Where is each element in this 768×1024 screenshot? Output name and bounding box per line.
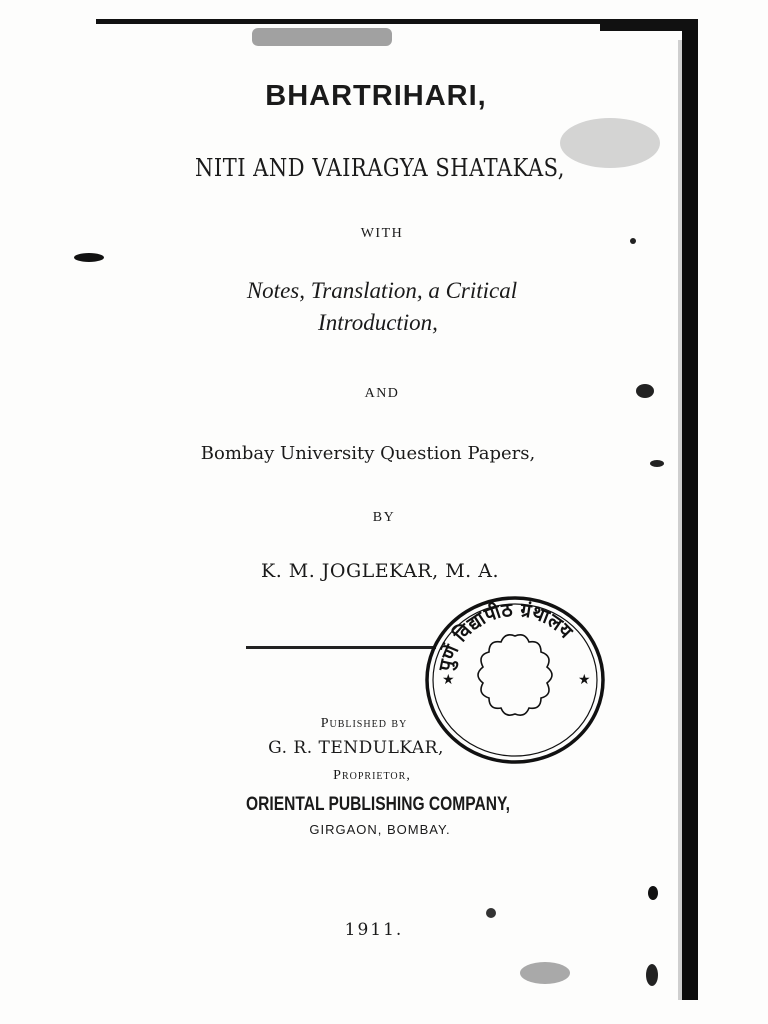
author-name: K. M. JOGLEKAR, M. A. — [261, 560, 499, 582]
book-subtitle: NITI AND VAIRAGYA SHATAKAS, — [195, 154, 565, 182]
published-by-label: Published by — [320, 716, 408, 731]
with-label: WITH — [360, 226, 404, 241]
ink-smudge — [252, 28, 392, 46]
contents-line-2: Introduction, — [318, 310, 438, 335]
decorative-rule — [246, 646, 436, 649]
question-papers-line: Bombay University Question Papers, — [200, 443, 536, 464]
proprietor-label: Proprietor, — [333, 768, 411, 783]
and-label: AND — [364, 386, 400, 401]
stamp-star-right: ★ — [578, 672, 591, 688]
publisher-city: GIRGAON, BOMBAY. — [309, 822, 451, 837]
ink-speckle — [486, 908, 496, 918]
ink-speckle — [520, 962, 570, 984]
ink-blot — [74, 253, 104, 262]
stamp-star-left: ★ — [442, 672, 455, 688]
ink-speckle — [646, 964, 658, 986]
publication-year: 1911. — [344, 920, 404, 940]
contents-line-1: Notes, Translation, a Critical — [246, 278, 518, 303]
by-label: BY — [372, 510, 396, 525]
stamp-text: पुणें विद्यापीठ ग्रंथालय — [434, 598, 577, 674]
publisher-name: G. R. TENDULKAR, — [268, 738, 444, 758]
ink-speckle — [648, 886, 658, 900]
book-title: BHARTRIHARI, — [265, 80, 487, 112]
publishing-company: ORIENTAL PUBLISHING COMPANY, — [245, 794, 511, 815]
